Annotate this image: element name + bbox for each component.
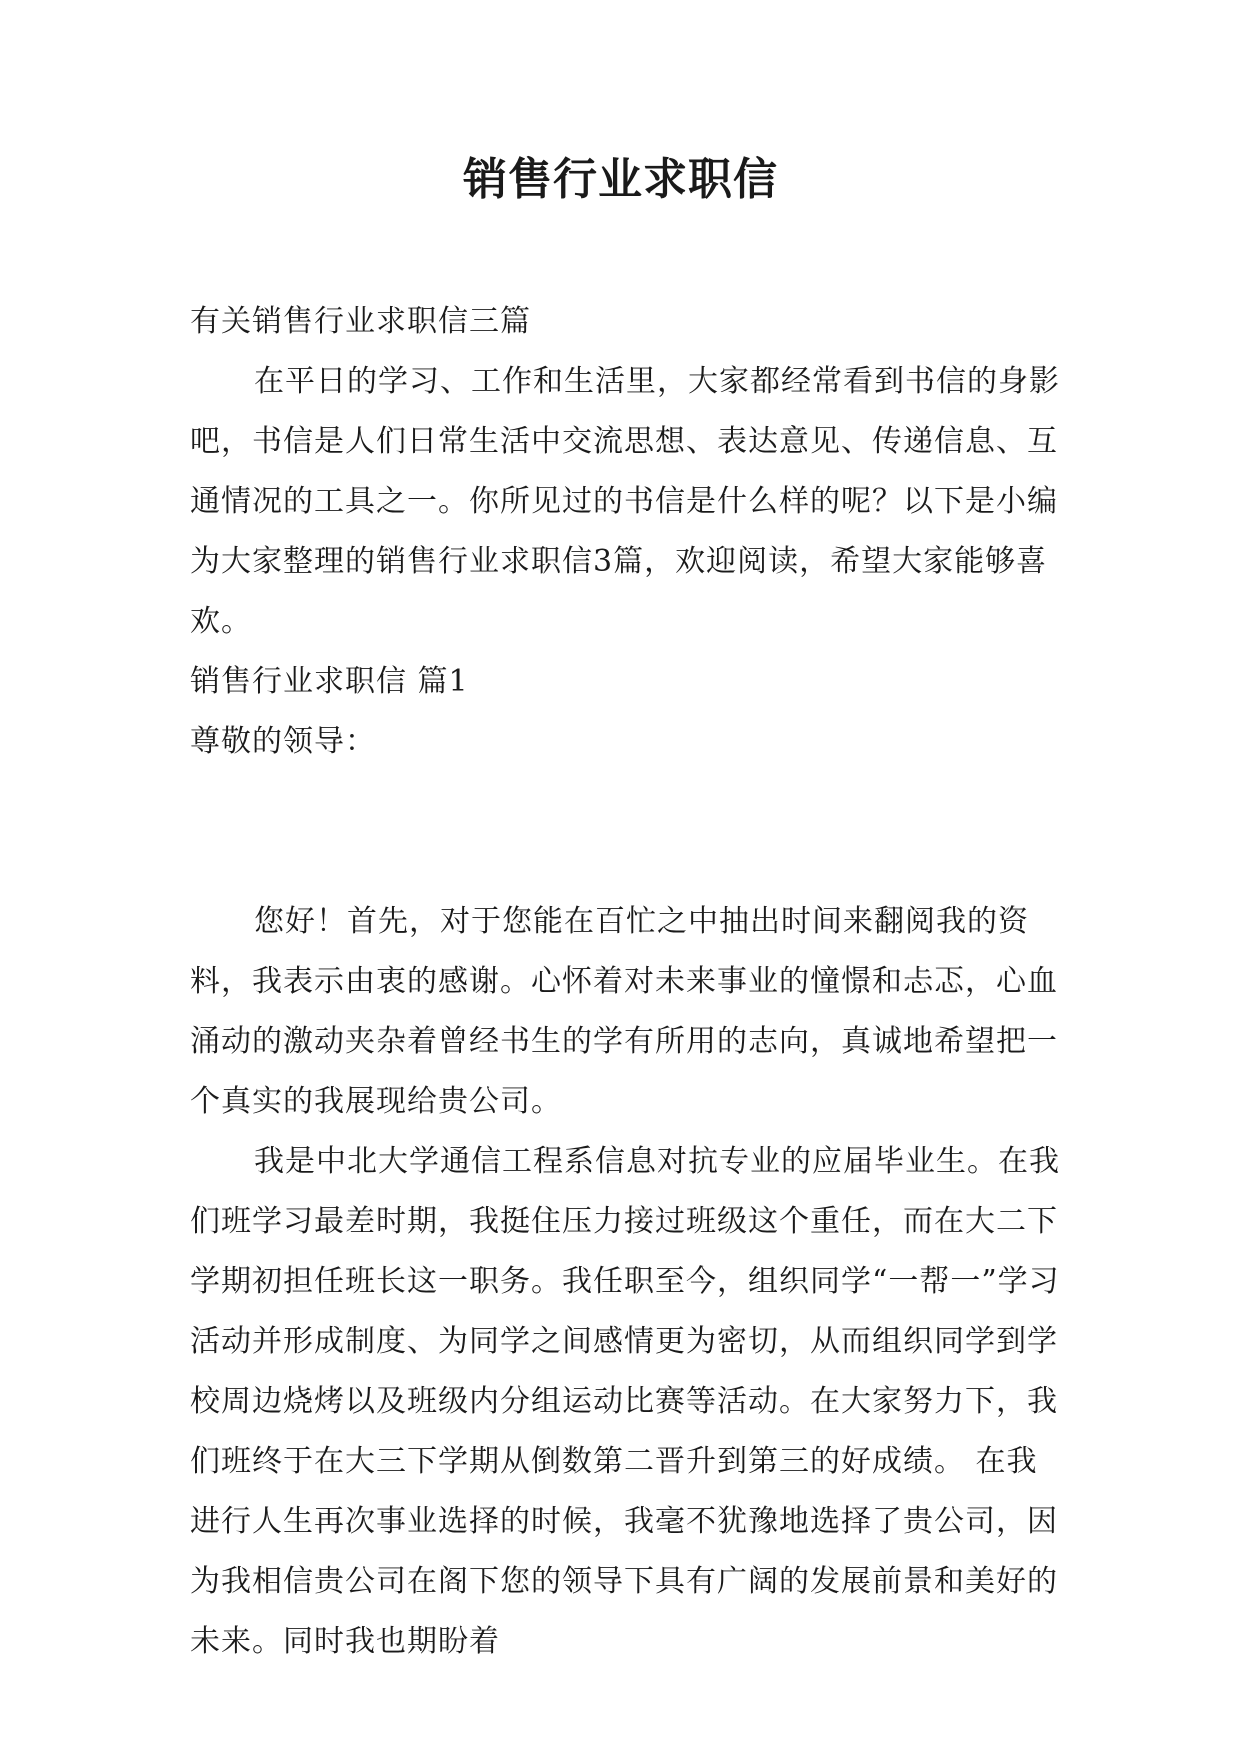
paragraph-spacer [190,772,1060,892]
letter-paragraph-1: 您好！首先，对于您能在百忙之中抽出时间来翻阅我的资料，我表示由衷的感谢。心怀着对未来事业的憧憬和忐忑，心血涌动的激动夹杂着曾经书生的学有所用的志向，真诚地希望把一个真实的我展现给贵公司。 [190,904,1058,1119]
letter-paragraph-2: 我是中北大学通信工程系信息对抗专业的应届毕业生。在我们班学习最差时期，我挺住压力接过班级这个重任，而在大二下学期初担任班长这一职务。我任职至今，组织同学“一帮一”学习活动并形成制度、为同学之间感情更为密切，从而组织同学到学校周边烧烤以及班级内分组运动比赛等活动。在大家努力下，我们班终于在大三下学期从倒数第二晋升到第三的好成绩。 在我进行人生再次事业选择的时候，我毫不犹豫地选择了贵公司，因为我相信贵公司在阁下您的领导下具有广阔的发展前景和美好的未来。同时我也期盼着 [190,1144,1060,1659]
document-body [190,292,1060,1672]
document-title: 销售行业求职信 [463,154,778,205]
section-heading: 销售行业求职信 篇1 [190,664,469,699]
document-subtitle: 有关销售行业求职信三篇 [190,304,531,339]
intro-paragraph: 在平日的学习、工作和生活里，大家都经常看到书信的身影吧，书信是人们日常生活中交流思想、表达意见、传递信息、互通情况的工具之一。你所见过的书信是什么样的呢？以下是小编为大家整理的销售行业求职信3篇，欢迎阅读，希望大家能够喜欢。 [190,364,1060,639]
salutation: 尊敬的领导： [190,724,376,759]
